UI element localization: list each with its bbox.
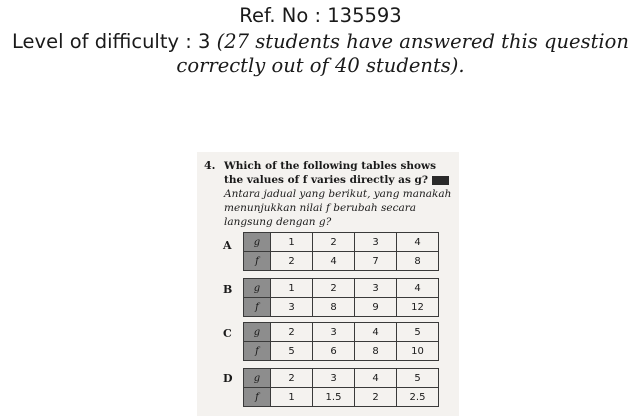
table-cell: 4 [397, 233, 439, 252]
table-row [244, 252, 439, 271]
table-cell: 5 [271, 342, 313, 361]
table-cell: 12 [397, 298, 439, 317]
table-cell: 1.5 [313, 388, 355, 407]
row-label: g [244, 369, 271, 388]
difficulty-level [0, 30, 641, 53]
scanned-question-image [197, 152, 459, 416]
table-cell: 7 [355, 252, 397, 271]
table-cell: 3 [271, 298, 313, 317]
row-label: g [244, 279, 271, 298]
option-table-b [243, 278, 439, 317]
table-row [244, 369, 439, 388]
option-label-d: D [223, 372, 233, 385]
table-cell: 3 [355, 233, 397, 252]
question-text [224, 159, 456, 229]
row-label: f [244, 298, 271, 317]
option-label-b: B [223, 283, 233, 296]
option-table-a [243, 232, 439, 271]
table-cell: 4 [313, 252, 355, 271]
row-label: g [244, 233, 271, 252]
table-cell: 2 [355, 388, 397, 407]
table-cell: 4 [397, 279, 439, 298]
table-cell: 10 [397, 342, 439, 361]
option-table-d [243, 368, 439, 407]
table-row [244, 388, 439, 407]
row-label: f [244, 252, 271, 271]
table-cell: 8 [313, 298, 355, 317]
question-malay: Antara jadual yang berikut, yang manakah menunjukkan nilai f berubah secara langsung dengan g? [224, 188, 452, 228]
table-cell: 2 [271, 369, 313, 388]
table-row [244, 233, 439, 252]
table-cell: 1 [271, 279, 313, 298]
table-cell: 1 [271, 233, 313, 252]
difficulty-note-line1: (27 students have answered this question [216, 30, 629, 53]
table-row [244, 298, 439, 317]
reference-number: Ref. No : 135593 [239, 4, 402, 27]
table-cell: 3 [355, 279, 397, 298]
question-english: Which of the following tables shows the values of f varies directly as g? [224, 160, 436, 186]
difficulty-note-line2: correctly out of 40 students). [176, 54, 465, 77]
table-row [244, 323, 439, 342]
table-row [244, 342, 439, 361]
table-cell: 6 [313, 342, 355, 361]
table-cell: 3 [313, 323, 355, 342]
marker-icon [432, 176, 449, 185]
table-row [244, 279, 439, 298]
row-label: f [244, 388, 271, 407]
table-cell: 8 [355, 342, 397, 361]
table-cell: 2 [271, 252, 313, 271]
table-cell: 2 [271, 323, 313, 342]
row-label: f [244, 342, 271, 361]
table-cell: 1 [271, 388, 313, 407]
table-cell: 3 [313, 369, 355, 388]
option-table-c [243, 322, 439, 361]
table-cell: 2.5 [397, 388, 439, 407]
table-cell: 2 [313, 233, 355, 252]
table-cell: 5 [397, 369, 439, 388]
table-cell: 5 [397, 323, 439, 342]
question-number: 4. [204, 159, 216, 172]
option-label-c: C [223, 327, 232, 340]
table-cell: 4 [355, 369, 397, 388]
table-cell: 2 [313, 279, 355, 298]
option-label-a: A [223, 239, 232, 252]
table-cell: 4 [355, 323, 397, 342]
row-label: g [244, 323, 271, 342]
difficulty-prefix: Level of difficulty : 3 [12, 30, 211, 53]
table-cell: 9 [355, 298, 397, 317]
table-cell: 8 [397, 252, 439, 271]
